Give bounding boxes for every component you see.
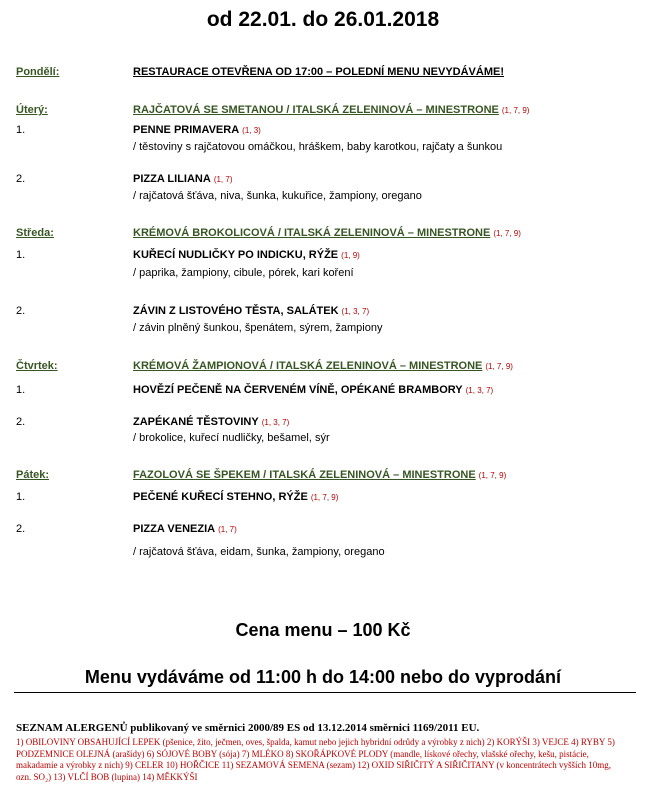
dish-description: / rajčatová šťáva, eidam, šunka, žampiony, oregano bbox=[133, 546, 385, 558]
day-thursday: Čtvrtek: bbox=[16, 360, 58, 372]
dish-name: HOVĚZÍ PEČENĚ NA ČERVENÉM VÍNĚ, OPÉKANÉ BRAMBORY bbox=[133, 384, 463, 396]
dish-thursday-2 bbox=[133, 416, 289, 428]
menu-price: Cena menu – 100 Kč bbox=[235, 620, 411, 640]
soup-name: RAJČATOVÁ SE SMETANOU / ITALSKÁ ZELENINOVÁ – MINESTRONE bbox=[133, 104, 499, 116]
soup-tuesday bbox=[133, 104, 529, 116]
day-tuesday: Úterý: bbox=[16, 104, 48, 116]
dish-allergens: (1, 7, 9) bbox=[310, 493, 339, 502]
dish-allergens: (1, 3, 7) bbox=[341, 307, 370, 316]
allergen-list: 1) OBILOVINY OBSAHUJÍCÍ LEPEK (pšenice, žito, ječmen, oves, špalda, kamut nebo jejich hybridní odrůdy a výrobky z nich) 2) KORÝŠI 3) VEJCE 4) RYBY 5) PODZEMNICE OLEJNÁ (arašídy) 6) SÓJOVÉ BOBY (sója) 7) MLÉKO 8) SKOŘÁPKOVÉ PLODY (mandle, lískové ořechy, vlašské ořechy, kešu, pistácie, makadamie a výrobky z nich) 9) CELER 10) HOŘČICE 11) SEZAMOVÁ SEMENA (sezam) 12) OXID SIŘIČITÝ A SIŘIČITANY (v koncentrátech vyšších 10mg, ozn. SO₂) 13) VLČÍ BOB (lupina) 14) MĚKKÝŠI bbox=[16, 737, 615, 782]
item-number: 1. bbox=[16, 491, 26, 503]
dish-friday-2 bbox=[133, 523, 237, 535]
day-wednesday: Středa: bbox=[16, 227, 54, 239]
day-monday: Pondělí: bbox=[16, 66, 60, 78]
serving-hours: Menu vydáváme od 11:00 h do 14:00 nebo do vyprodání bbox=[84, 667, 562, 687]
dish-allergens: (1, 7) bbox=[213, 175, 233, 184]
soup-name: KRÉMOVÁ BROKOLICOVÁ / ITALSKÁ ZELENINOVÁ – MINESTRONE bbox=[133, 227, 491, 239]
soup-allergens: (1, 7, 9) bbox=[485, 362, 513, 371]
dish-name: KUŘECÍ NUDLIČKY PO INDICKU, RÝŽE bbox=[133, 249, 339, 261]
soup-name: FAZOLOVÁ SE ŠPEKEM / ITALSKÁ ZELENINOVÁ – MINESTRONE bbox=[133, 469, 476, 481]
item-number: 1. bbox=[16, 124, 26, 136]
dish-name: ZAPÉKANÉ TĚSTOVINY bbox=[133, 416, 259, 428]
item-number: 2. bbox=[16, 416, 26, 428]
dish-name: PIZZA LILIANA bbox=[133, 173, 211, 185]
allergen-list-title: SEZNAM ALERGENŮ publikovaný ve směrnici 2000/89 ES od 13.12.2014 směrnici 1169/2011 EU. bbox=[16, 722, 480, 734]
dish-description: / paprika, žampiony, cibule, pórek, kari koření bbox=[133, 267, 354, 279]
menu-title: od 22.01. do 26.01.2018 bbox=[206, 8, 440, 31]
monday-notice: RESTAURACE OTEVŘENA OD 17:00 – POLEDNÍ MENU NEVYDÁVÁME! bbox=[133, 66, 504, 78]
item-number: 2. bbox=[16, 523, 26, 535]
dish-name: PENNE PRIMAVERA bbox=[133, 124, 240, 136]
soup-allergens: (1, 7, 9) bbox=[493, 229, 521, 238]
day-friday: Pátek: bbox=[16, 469, 50, 481]
item-number: 1. bbox=[16, 384, 26, 396]
dish-wednesday-2 bbox=[133, 305, 369, 317]
item-number: 2. bbox=[16, 305, 26, 317]
dish-allergens: (1, 3, 7) bbox=[465, 386, 494, 395]
dish-tuesday-1 bbox=[133, 124, 261, 136]
soup-friday bbox=[133, 469, 506, 481]
dish-allergens: (1, 3, 7) bbox=[261, 418, 290, 427]
dish-wednesday-1 bbox=[133, 249, 360, 261]
dish-name: PIZZA VENEZIA bbox=[133, 523, 216, 535]
dish-description: / brokolice, kuřecí nudličky, bešamel, sýr bbox=[133, 432, 330, 444]
soup-allergens: (1, 7, 9) bbox=[501, 106, 530, 115]
dish-allergens: (1, 9) bbox=[341, 251, 360, 260]
dish-friday-1 bbox=[133, 491, 338, 503]
soup-thursday bbox=[133, 360, 513, 372]
soup-wednesday bbox=[133, 227, 521, 239]
soup-allergens: (1, 7, 9) bbox=[478, 471, 507, 480]
item-number: 1. bbox=[16, 249, 26, 261]
dish-description: / těstoviny s rajčatovou omáčkou, hráškem, baby karotkou, rajčaty a šunkou bbox=[133, 141, 503, 153]
dish-allergens: (1, 7) bbox=[218, 525, 237, 534]
divider bbox=[14, 692, 636, 693]
dish-description: / závin plněný šunkou, špenátem, sýrem, žampiony bbox=[133, 322, 383, 334]
soup-name: KRÉMOVÁ ŽAMPIONOVÁ / ITALSKÁ ZELENINOVÁ – MINESTRONE bbox=[133, 360, 483, 372]
dish-allergens: (1, 3) bbox=[242, 126, 261, 135]
dish-description: / rajčatová šťáva, niva, šunka, kukuřice, žampiony, oregano bbox=[133, 190, 422, 202]
dish-name: PEČENÉ KUŘECÍ STEHNO, RÝŽE bbox=[133, 491, 308, 503]
dish-thursday-1 bbox=[133, 384, 493, 396]
dish-name: ZÁVIN Z LISTOVÉHO TĚSTA, SALÁTEK bbox=[133, 305, 339, 317]
dish-tuesday-2 bbox=[133, 173, 232, 185]
item-number: 2. bbox=[16, 173, 26, 185]
